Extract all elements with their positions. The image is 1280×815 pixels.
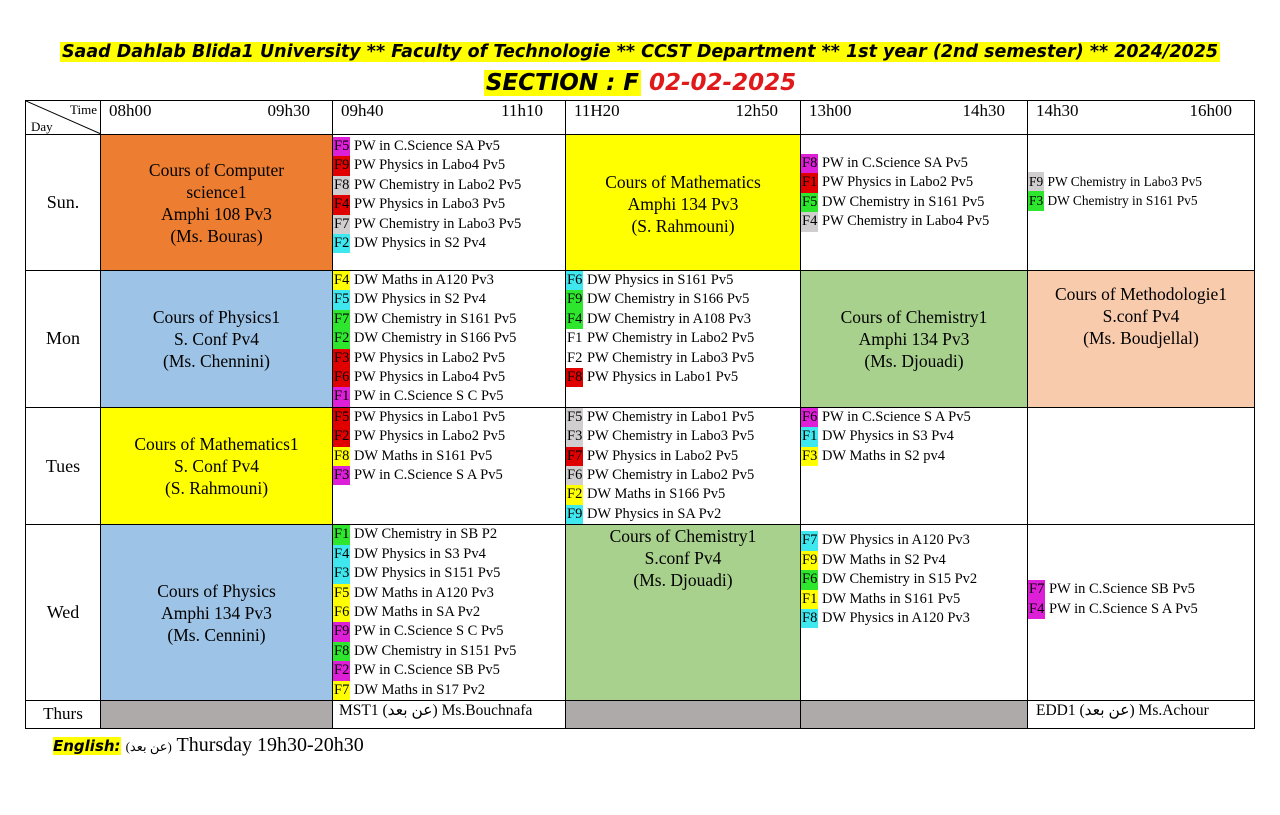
group-tag: F2 — [567, 349, 583, 366]
group-entry — [333, 603, 565, 622]
group-tag: F5 — [333, 290, 350, 309]
row-monday — [26, 271, 1255, 408]
course-line: (Ms. Cennini) — [167, 624, 266, 645]
course-line: Amphi 108 Pv3 — [161, 203, 272, 224]
group-session: DW Chemistry in S161 Pv5 — [1044, 193, 1198, 209]
group-session: DW Physics in S161 Pv5 — [583, 272, 734, 288]
group-entry — [801, 590, 1027, 609]
group-tag: F9 — [1028, 172, 1044, 191]
course-line: science1 — [186, 181, 247, 202]
group-entry — [566, 447, 800, 466]
group-tag: F9 — [333, 156, 350, 175]
group-session: PW Chemistry in Labo3 Pv5 — [583, 349, 755, 366]
course-block — [101, 135, 333, 271]
group-entry — [333, 234, 565, 253]
university-title: Saad Dahlab Blida1 University ** Faculty of Technologie ** CCST Department ** 1st year (2nd semester) ** 2024/2025 — [61, 42, 1219, 62]
group-entry — [333, 622, 565, 641]
group-session: DW Chemistry in S15 Pv2 — [818, 571, 978, 588]
group-tag: F6 — [333, 603, 350, 622]
course-line: Amphi 134 Pv3 — [161, 602, 272, 623]
course-line: Cours of Methodologie1 — [1054, 284, 1228, 304]
group-session: DW Chemistry in S151 Pv5 — [350, 642, 517, 659]
group-entry — [801, 212, 1027, 231]
group-tag: F4 — [333, 271, 350, 290]
group-entry — [333, 681, 565, 700]
group-tag: F8 — [333, 447, 350, 466]
group-tag: F9 — [333, 622, 350, 641]
group-session: DW Chemistry in SB P2 — [350, 526, 498, 543]
group-list — [801, 525, 1028, 701]
group-tag: F5 — [801, 193, 818, 212]
group-entry — [333, 368, 565, 387]
group-tag: F3 — [333, 466, 350, 485]
course-line: (Ms. Djouadi) — [864, 350, 964, 371]
row-tuesday — [26, 407, 1255, 524]
course-block — [566, 525, 801, 701]
group-tag: F1 — [333, 387, 350, 406]
group-list — [1028, 525, 1255, 701]
group-entry — [801, 570, 1027, 589]
row-sunday — [26, 135, 1255, 271]
group-session: PW Chemistry in Labo3 Pv5 — [350, 215, 522, 232]
group-tag: F4 — [801, 212, 818, 231]
course-line: (Ms. Djouadi) — [633, 570, 733, 591]
group-session: DW Maths in A120 Pv3 — [350, 584, 494, 601]
group-session: PW Physics in Labo3 Pv5 — [350, 196, 506, 213]
timetable — [25, 100, 1255, 729]
course-line: S. Conf Pv4 — [173, 456, 260, 477]
slot-header: 09h40 11h10 — [333, 101, 566, 135]
course-line: Cours of Physics — [157, 580, 276, 601]
group-session: DW Physics in A120 Pv3 — [818, 532, 970, 549]
group-entry — [801, 609, 1027, 628]
group-entry — [801, 408, 1027, 427]
group-session: PW in C.Science S C Pv5 — [350, 623, 504, 640]
group-tag: F4 — [1028, 600, 1045, 619]
group-tag: F6 — [333, 368, 350, 387]
day-label: Mon — [26, 271, 101, 408]
corner-day: Day — [31, 119, 53, 134]
corner-cell — [26, 101, 101, 135]
group-session: PW Chemistry in Labo3 Pv5 — [583, 428, 755, 445]
group-session: DW Maths in SA Pv2 — [350, 603, 481, 620]
group-list — [333, 135, 566, 271]
course-block — [566, 135, 801, 271]
course-line: (Ms. Boudjellal) — [1083, 328, 1199, 348]
group-tag: F5 — [333, 137, 350, 156]
course-line: S.conf Pv4 — [644, 548, 722, 569]
group-tag: F9 — [566, 505, 583, 524]
group-session: DW Physics in S2 Pv4 — [350, 235, 486, 252]
course-line: Cours of Chemistry1 — [840, 306, 988, 327]
section-label: SECTION : F — [485, 70, 639, 96]
group-session: DW Chemistry in A108 Pv3 — [583, 310, 752, 327]
group-tag: F7 — [333, 215, 350, 234]
group-entry — [1028, 172, 1254, 191]
group-entry — [333, 447, 565, 466]
group-session: PW in C.Science SA Pv5 — [350, 138, 500, 154]
group-session: DW Physics in S3 Pv4 — [818, 428, 954, 445]
group-tag: F5 — [333, 408, 350, 427]
group-entry — [566, 310, 800, 329]
group-session: PW Physics in Labo2 Pv5 — [350, 349, 506, 366]
group-entry — [801, 173, 1027, 192]
empty-grey-cell — [801, 700, 1028, 728]
course-line: Cours of Physics1 — [152, 306, 281, 327]
group-entry — [801, 531, 1027, 550]
course-line: Cours of Mathematics1 — [134, 434, 299, 455]
group-entry — [333, 408, 565, 427]
course-line: Amphi 134 Pv3 — [858, 328, 970, 349]
group-session: PW Chemistry in Labo4 Pv5 — [818, 213, 990, 230]
group-entry — [566, 349, 800, 368]
course-block — [101, 271, 333, 408]
group-entry — [566, 427, 800, 446]
group-tag: F7 — [333, 681, 350, 700]
group-entry — [566, 466, 800, 485]
day-label: Tues — [26, 407, 101, 524]
group-entry — [333, 290, 565, 309]
group-list — [333, 271, 566, 408]
group-tag: F9 — [566, 290, 583, 309]
group-tag: F7 — [566, 447, 583, 466]
group-session: DW Physics in S2 Pv4 — [350, 291, 486, 308]
group-entry — [801, 551, 1027, 570]
group-session: PW Physics in Labo4 Pv5 — [350, 369, 506, 386]
group-tag: F3 — [566, 427, 583, 446]
group-list — [566, 271, 801, 408]
group-entry — [1028, 580, 1254, 599]
course-line: (Ms. Chennini) — [163, 350, 270, 371]
course-block — [801, 271, 1028, 408]
group-session: PW Physics in Labo2 Pv5 — [350, 428, 506, 445]
slot-header: 11H20 12h50 — [566, 101, 801, 135]
group-tag: F1 — [801, 173, 818, 192]
course-line: Amphi 134 Pv3 — [627, 194, 739, 214]
group-session: DW Physics in A120 Pv3 — [818, 609, 970, 626]
group-tag: F6 — [801, 570, 818, 589]
empty-grey-cell — [101, 700, 333, 728]
group-entry — [333, 427, 565, 446]
group-entry — [333, 545, 565, 564]
course-line: S. Conf Pv4 — [173, 328, 260, 349]
slot-header: 14h30 16h00 — [1028, 101, 1255, 135]
group-session: PW in C.Science S A Pv5 — [818, 408, 971, 425]
group-session: PW Physics in Labo4 Pv5 — [350, 157, 506, 174]
group-list — [801, 407, 1028, 524]
course-block — [101, 407, 333, 524]
group-session: PW in C.Science SB Pv5 — [350, 662, 500, 679]
group-entry — [566, 368, 800, 387]
course-line: (S. Rahmouni) — [631, 216, 735, 236]
group-tag: F2 — [333, 661, 350, 680]
group-session: DW Maths in S2 Pv4 — [818, 551, 946, 568]
course-block — [1028, 271, 1255, 408]
group-session: PW in C.Science SB Pv5 — [1045, 581, 1195, 598]
slot-header: 08h00 09h30 — [101, 101, 333, 135]
remote-course: MST1 (عن بعد) Ms.Bouchnafa — [333, 700, 566, 728]
group-entry — [333, 310, 565, 329]
group-entry — [801, 447, 1027, 466]
group-session: DW Maths in S161 Pv5 — [818, 590, 961, 607]
row-thursday — [26, 700, 1255, 728]
group-session: DW Maths in S161 Pv5 — [350, 447, 493, 464]
group-entry — [566, 505, 800, 524]
course-line: (Ms. Bouras) — [170, 225, 263, 246]
group-entry — [801, 154, 1027, 173]
group-entry — [333, 642, 565, 661]
group-list — [801, 135, 1028, 271]
group-session: PW Chemistry in Labo2 Pv5 — [583, 330, 755, 347]
group-session: DW Chemistry in S161 Pv5 — [818, 193, 985, 210]
group-session: DW Maths in A120 Pv3 — [350, 272, 494, 288]
day-label: Sun. — [26, 135, 101, 271]
corner-time: Time — [70, 102, 97, 117]
group-tag: F1 — [333, 525, 350, 544]
english-remote: (عن بعد) — [125, 739, 172, 754]
course-line: Cours of Mathematics — [605, 172, 761, 192]
group-entry — [333, 387, 565, 406]
group-entry — [333, 349, 565, 368]
empty-cell — [1028, 407, 1255, 524]
group-tag: F2 — [333, 329, 350, 348]
remote-course: EDD1 (عن بعد) Ms.Achour — [1028, 700, 1255, 728]
group-tag: F8 — [566, 368, 583, 387]
group-tag: F3 — [333, 564, 350, 583]
group-entry — [801, 193, 1027, 212]
group-tag: F8 — [333, 176, 350, 195]
group-tag: F6 — [801, 408, 818, 427]
group-session: DW Maths in S166 Pv5 — [583, 486, 726, 503]
group-entry — [333, 466, 565, 485]
group-entry — [333, 215, 565, 234]
group-tag: F7 — [333, 310, 350, 329]
group-tag: F3 — [333, 349, 350, 368]
group-tag: F8 — [801, 154, 818, 173]
group-entry — [333, 584, 565, 603]
course-line: Cours of Chemistry1 — [609, 526, 757, 547]
group-tag: F6 — [566, 271, 583, 290]
section-title — [0, 70, 1280, 96]
group-session: PW Physics in Labo2 Pv5 — [818, 174, 974, 191]
group-session: PW Chemistry in Labo1 Pv5 — [583, 408, 755, 425]
english-note — [53, 734, 364, 757]
group-tag: F8 — [333, 642, 350, 661]
group-tag: F9 — [801, 551, 818, 570]
group-tag: F7 — [1028, 580, 1045, 599]
group-session: PW Physics in Labo1 Pv5 — [350, 408, 506, 425]
row-wednesday — [26, 525, 1255, 701]
group-tag: F4 — [333, 195, 350, 214]
course-line: Cours of Computer — [148, 159, 285, 180]
group-tag: F7 — [801, 531, 818, 550]
group-entry — [566, 485, 800, 504]
group-entry — [566, 271, 800, 290]
group-session: PW Physics in Labo2 Pv5 — [583, 447, 739, 464]
group-list — [566, 407, 801, 524]
group-session: PW Chemistry in Labo2 Pv5 — [583, 467, 755, 484]
course-block — [101, 525, 333, 701]
group-tag: F4 — [566, 310, 583, 329]
group-session: DW Chemistry in S161 Pv5 — [350, 310, 517, 327]
day-label: Thurs — [26, 700, 101, 728]
group-entry — [333, 156, 565, 175]
group-list — [333, 407, 566, 524]
group-tag: F8 — [801, 609, 818, 628]
group-tag: F1 — [567, 330, 583, 347]
group-tag: F6 — [566, 466, 583, 485]
group-entry — [566, 329, 800, 348]
group-session: PW Chemistry in Labo2 Pv5 — [350, 176, 522, 193]
course-line: (S. Rahmouni) — [164, 478, 269, 499]
group-session: PW Chemistry in Labo3 Pv5 — [1044, 174, 1202, 189]
english-label: English: — [53, 737, 121, 755]
english-time: Thursday 19h30-20h30 — [176, 734, 364, 756]
group-entry — [1028, 191, 1254, 210]
group-entry — [566, 290, 800, 309]
group-entry — [801, 427, 1027, 446]
group-session: DW Physics in SA Pv2 — [583, 505, 722, 522]
group-list — [333, 525, 566, 701]
group-entry — [333, 137, 565, 156]
group-tag: F5 — [566, 408, 583, 427]
schedule-date: 02-02-2025 — [649, 70, 797, 96]
slot-header: 13h00 14h30 — [801, 101, 1028, 135]
header-row — [26, 101, 1255, 135]
group-session: DW Maths in S2 pv4 — [818, 447, 945, 464]
group-session: DW Physics in S151 Pv5 — [350, 565, 501, 582]
group-entry — [333, 329, 565, 348]
empty-grey-cell — [566, 700, 801, 728]
group-entry — [333, 271, 565, 290]
group-session: PW in C.Science SA Pv5 — [818, 155, 968, 171]
group-entry — [566, 408, 800, 427]
group-tag: F2 — [333, 234, 350, 253]
group-entry — [1028, 600, 1254, 619]
group-tag: F4 — [333, 545, 350, 564]
group-session: DW Chemistry in S166 Pv5 — [350, 330, 517, 347]
group-session: DW Physics in S3 Pv4 — [350, 545, 486, 562]
group-tag: F5 — [333, 584, 350, 603]
group-entry — [333, 195, 565, 214]
group-tag: F1 — [801, 427, 818, 446]
group-session: PW Physics in Labo1 Pv5 — [583, 369, 739, 386]
group-entry — [333, 525, 565, 544]
day-label: Wed — [26, 525, 101, 701]
group-session: DW Maths in S17 Pv2 — [350, 681, 486, 698]
group-session: DW Chemistry in S166 Pv5 — [583, 291, 750, 308]
group-session: PW in C.Science S A Pv5 — [350, 467, 503, 484]
group-entry — [333, 661, 565, 680]
group-list — [1028, 135, 1255, 271]
group-session: PW in C.Science S A Pv5 — [1045, 600, 1198, 617]
group-entry — [333, 564, 565, 583]
group-tag: F2 — [333, 427, 350, 446]
group-tag: F1 — [801, 590, 818, 609]
group-tag: F3 — [1028, 191, 1044, 210]
course-line: S.conf Pv4 — [1102, 306, 1180, 326]
group-session: PW in C.Science S C Pv5 — [350, 388, 504, 405]
group-tag: F3 — [801, 447, 818, 466]
group-entry — [333, 176, 565, 195]
group-tag: F2 — [566, 485, 583, 504]
